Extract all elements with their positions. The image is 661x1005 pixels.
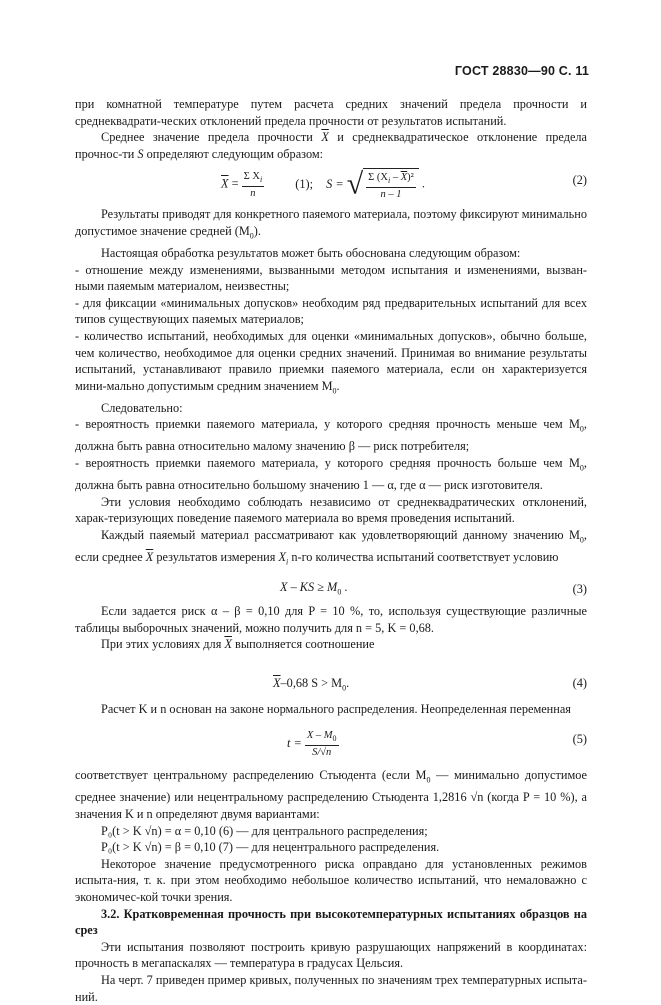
paragraph: соответствует центральному распределению Стьюдента (если $M_0$ — минимально допустимое среднее значение) или нецентральному распределению Стьюдента 1,2816 √n (когда P = 10 %), а значения K и n определяют двумя вариантами:: [75, 768, 587, 821]
paragraph: Среднее значение предела прочности $\overline{X}$ и среднеквадратическое отклонение предела прочнос-ти S определяют следующим образом:: [75, 130, 588, 161]
body-text: [75, 96, 587, 1005]
paragraph: На черт. 7 приведен пример кривых, полученных по значениям трех температурных испыта-ний.: [75, 972, 587, 1004]
paragraph: Эти условия необходимо соблюдать независимо от среднеквадратических отклонений, харак-теризующих поведение паяемого материала во время проведения испытаний.: [75, 494, 587, 526]
list-item: - вероятность приемки паяемого материала, у которого средняя прочность больше чем $M_0$, должна быть равна относительно большому значению 1 — α, где α — риск изготовителя.: [75, 456, 587, 493]
paragraph: Если задается риск α – β = 0,10 для P = 10 %, то, используя существующие различные таблицы выборочных значений, можно получить для n = 5, K = 0,68.: [75, 603, 587, 635]
equation-4: $\overline{X}-0,68$ $S > M_0$. (4): [273, 675, 587, 693]
paragraph: Результаты приводят для конкретного паяемого материала, поэтому фиксируют минимально допустимое значение средней $(M_0)$.: [75, 207, 587, 241]
paragraph: Эти испытания позволяют построить кривую разрушающих напряжений в координатах: прочность в мегапаскалях — температура в градусах Цельсия.: [75, 939, 587, 971]
list-item: - для фиксации «минимальных допусков» необходим ряд предварительных испытаний для всех типов существующих паяемых материалов;: [75, 295, 587, 327]
page-header: ГОСТ 28830—90 С. 11: [454, 64, 589, 78]
equation-3: X – KS ≥ $M_0$ . (3): [280, 579, 587, 597]
paragraph: Каждый паяемый материал рассматривают как удовлетворяющий данному значению $M_0$, если среднее $\overline{X}$ результатов измерения $X_i$ n-го количества испытаний соответствует условию: [75, 527, 587, 567]
paragraph: При этих условиях для $\overline{X}$ выполняется соотношение: [101, 637, 375, 652]
paragraph: Расчет K и n основан на законе нормального распределения. Неопределенная переменная: [101, 701, 571, 716]
paragraph: при комнатной температуре путем расчета средних значений предела прочности и среднеквадрати-ческих отклонений предела прочности от результатов испытаний.: [75, 97, 587, 128]
paragraph: Настоящая обработка результатов может быть обоснована следующим образом:: [101, 246, 521, 261]
list-item: - вероятность приемки паяемого материала, у которого средняя прочность меньше чем $M_0$, должна быть равна относительно малому значению β — риск потребителя;: [75, 417, 587, 454]
list-item: - отношение между изменениями, вызванными методом испытания и изменениями, вызван-ными паяемым материалом, неизвестны;: [75, 262, 587, 294]
paragraph: Некоторое значение предусмотренного риска оправдано для установленных режимов испыта-ния, т. к. при этом необходимо небольшое количество испытаний, что немаловажно с экономичес-кой точки зрения.: [75, 856, 587, 904]
formula-line: P₀(t > K √n) = α = 0,10 (6) — для центрального распределения;: [101, 823, 428, 838]
equation-5: t = $\frac{X - M_0}{S/√n}$ (5): [287, 730, 587, 759]
equation-2: $\overline{X}$ = $\frac{\Sigma X_i}{n}$ (1); S = √ $\frac{\Sigma (X_i - \overline{X})^2}{n - 1}$ . (2): [221, 167, 587, 201]
section-heading: 3.2. Кратковременная прочность при высокотемпературных испытаниях образцов на срез: [75, 906, 587, 938]
list-item: - количество испытаний, необходимых для оценки «минимальных допусков», обычно больше, чем количество, необходимое для оценки средних значений. Принимая во внимание результаты испытаний, устанавливают правило приемки паяемого материала, если он характеризуется мини-мально допустимым средним значением $M_0$.: [75, 328, 587, 396]
formula-line: P₀(t > K √n) = β = 0,10 (7) — для нецентрального распределения.: [101, 840, 440, 855]
paragraph: Следовательно:: [101, 400, 183, 415]
